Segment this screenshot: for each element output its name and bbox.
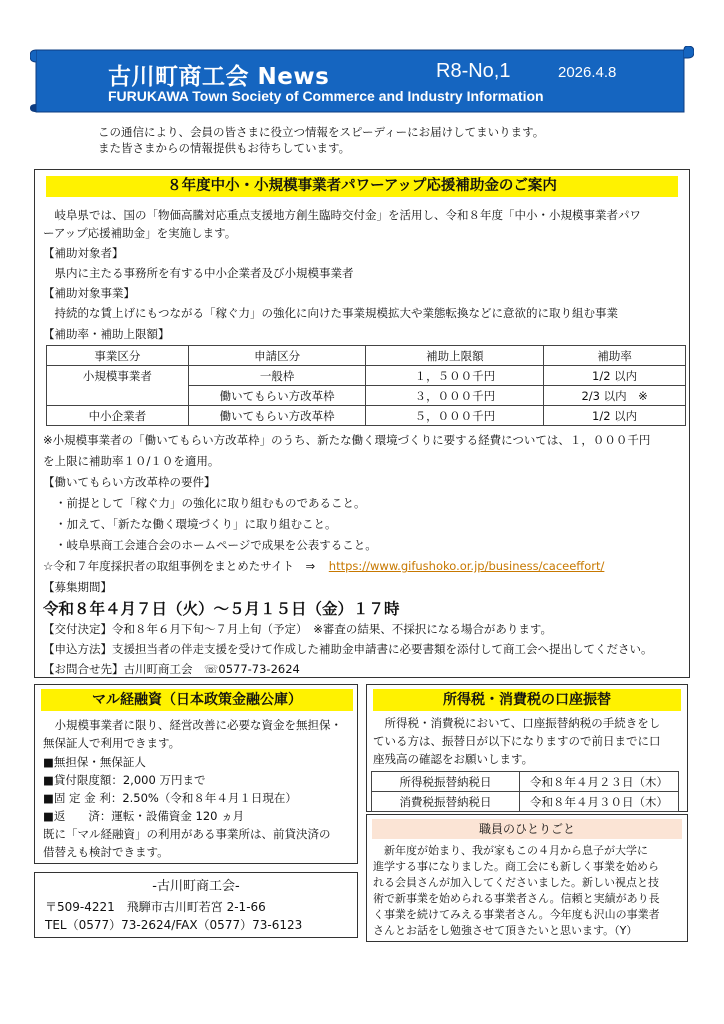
- loan-note: 既に「マル経融資」の利用がある事業所は、前貸決済の: [43, 827, 331, 841]
- requirement-item: ・前提として「稼ぐ力」の強化に取り組むものであること。: [55, 496, 366, 510]
- table-header: 補助率: [544, 346, 686, 366]
- table-cell: 中小企業者: [47, 406, 189, 426]
- grant-section: [34, 169, 690, 678]
- period-heading: 【募集期間】: [43, 580, 112, 594]
- staff-line: 新年度が始まり、我が家もこの４月から息子が大学に: [373, 844, 648, 857]
- staff-line: く事業を続けてみえる事業者さん。今年度も沢山の事業者: [373, 908, 660, 921]
- staff-line: さんとお話をし勉強させて頂きたいと思います。（Y）: [373, 924, 638, 937]
- target-text: 県内に主たる事務所を有する中小企業者及び小規模事業者: [43, 266, 354, 280]
- table-row: [47, 406, 686, 426]
- grant-table: [46, 345, 686, 426]
- table-cell: 一般枠: [188, 366, 366, 386]
- case-study-link[interactable]: https://www.gifushoko.or.jp/business/caceeffort/: [328, 559, 605, 573]
- application-period: 令和８年４月７日（火）～５月１５日（金）１７時: [43, 600, 400, 618]
- table-header: 事業区分: [47, 346, 189, 366]
- method-text: 【申込方法】支援担当者の伴走支援を受けて作成した補助金申請書に必要書類を添付して商工会へ提出してください。: [43, 642, 653, 656]
- table-row: [47, 366, 686, 386]
- staff-title: 職員のひとりごと: [372, 819, 682, 839]
- tax-para: 座残高の確認をお願いします。: [373, 752, 534, 766]
- issue-date: 2026.4.8: [558, 64, 617, 81]
- note-text: を上限に補助率１０/１０を適用。: [43, 454, 220, 468]
- loan-para: 無保証人で利用できます。: [43, 736, 181, 750]
- project-text: 持続的な賃上げにもつながる「稼ぐ力」の強化に向けた事業規模拡大や業態転換などに意欲的に取り組む事業: [43, 306, 618, 320]
- table-cell: 所得税振替納税日: [372, 772, 520, 792]
- table-header: 申請区分: [188, 346, 366, 366]
- loan-item: ■貸付限度額：2,000 万円まで: [43, 773, 206, 787]
- site-line: [43, 558, 604, 574]
- table-cell: 働いてもらい方改革枠: [188, 386, 366, 406]
- loan-item: ■無担保・無保証人: [43, 755, 146, 769]
- table-row: [372, 792, 679, 812]
- contact-text: 【お問合せ先】古川町商工会 ☏0577-73-2624: [43, 662, 300, 676]
- table-cell: 令和８年４月２３日（木）: [520, 772, 679, 792]
- project-heading: 【補助対象事業】: [43, 286, 135, 300]
- table-cell: 働いてもらい方改革枠: [188, 406, 366, 426]
- rate-heading: 【補助率・補助上限額】: [43, 327, 170, 341]
- table-header: 補助上限額: [366, 346, 544, 366]
- loan-title: マル経融資（日本政策金融公庫）: [41, 689, 353, 711]
- footer-contact: [34, 872, 358, 938]
- grant-para: 岐阜県では、国の「物価高騰対応重点支援地方創生臨時交付金」を活用し、令和８年度「中小・小規模事業者パワ: [43, 208, 641, 222]
- issue-number: R8-No,1: [436, 60, 511, 82]
- tax-section: [366, 684, 688, 812]
- org-phone: TEL（0577）73-2624/FAX（0577）73-6123: [45, 918, 303, 932]
- intro-line: この通信により、会員の皆さまに役立つ情報をスピーディーにお届けしてまいります。: [98, 125, 545, 139]
- tax-para: ている方は、振替日が以下になりますので前日までに口: [373, 734, 661, 748]
- staff-line: れる会員さんが加入してくださいました。新しい視点と技: [373, 876, 659, 889]
- loan-note: 借替えも検討できます。: [43, 845, 169, 859]
- grant-para: ーアップ応援補助金」を実施します。: [43, 226, 237, 240]
- target-heading: 【補助対象者】: [43, 246, 124, 260]
- table-row: [47, 386, 686, 406]
- staff-line: 進学する事になりました。商工会にも新しく事業を始めら: [373, 860, 659, 873]
- table-cell: 1/2 以内: [544, 406, 686, 426]
- loan-item: ■固 定 金 利：2.50%（令和８年４月１日現在）: [43, 791, 297, 805]
- table-row: [372, 772, 679, 792]
- org-name: -古川町商工会-: [152, 879, 240, 894]
- intro-line: また皆さまからの情報提供もお待ちしています。: [98, 141, 351, 155]
- loan-section: [34, 684, 358, 864]
- intro-text: [98, 124, 544, 156]
- table-cell: 小規模事業者: [47, 366, 189, 386]
- note-text: ※小規模事業者の「働いてもらい方改革枠」のうち、新たな働く環境づくりに要する経費については、１，０００千円: [43, 433, 651, 447]
- table-cell: ３，０００千円: [366, 386, 544, 406]
- newsletter-title: 古川町商工会 News: [108, 64, 330, 90]
- requirement-item: ・加えて、「新たな働く環境づくり」に取り組むこと。: [55, 517, 337, 531]
- table-cell: 2/3 以内 ※: [544, 386, 686, 406]
- table-cell: １，５００千円: [366, 366, 544, 386]
- loan-item: ■返 済：運転・設備資金 120 ヵ月: [43, 809, 245, 823]
- table-cell: 消費税振替納税日: [372, 792, 520, 812]
- table-cell: [47, 386, 189, 406]
- decision-text: 【交付決定】令和８年６月下旬～７月上旬（予定） ※審査の結果、不採択になる場合があります。: [43, 622, 552, 636]
- org-address: 〒509-4221 飛騨市古川町若宮 2-1-66: [45, 900, 266, 914]
- staff-line: 術で新事業を始められる事業者さん。信頼と実績があり長: [373, 892, 660, 905]
- table-header-row: [47, 346, 686, 366]
- tax-title: 所得税・消費税の口座振替: [373, 689, 681, 711]
- table-cell: ５，０００千円: [366, 406, 544, 426]
- grant-title: ８年度中小・小規模事業者パワーアップ応援補助金のご案内: [46, 176, 678, 197]
- newsletter-subtitle: FURUKAWA Town Society of Commerce and Industry Information: [108, 88, 544, 104]
- loan-para: 小規模事業者に限り、経営改善に必要な資金を無担保・: [43, 718, 342, 732]
- tax-date-table: [371, 771, 679, 812]
- site-label: ☆令和７年度採択者の取組事例をまとめたサイト ⇒: [43, 559, 316, 573]
- table-cell: 1/2 以内: [544, 366, 686, 386]
- staff-section: [366, 814, 688, 942]
- table-cell: 令和８年４月３０日（木）: [520, 792, 679, 812]
- requirements-heading: 【働いてもらい方改革枠の要件】: [43, 475, 216, 489]
- tax-para: 所得税・消費税において、口座振替納税の手続きをし: [373, 716, 661, 730]
- requirement-item: ・岐阜県商工会連合会のホームページで成果を公表すること。: [55, 538, 377, 552]
